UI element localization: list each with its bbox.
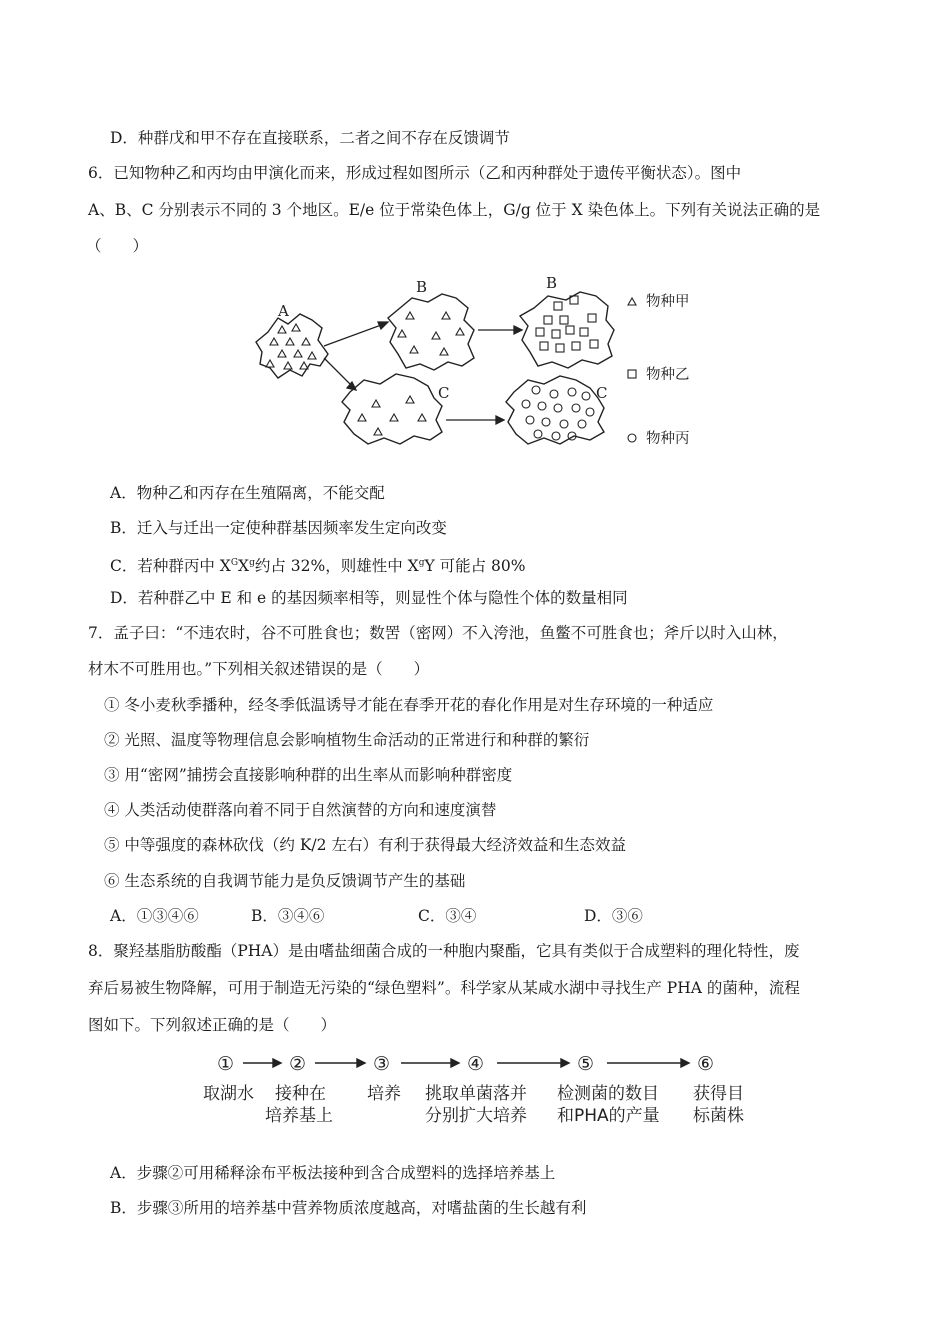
pha-flowchart	[195, 1046, 765, 1130]
q7-statement-3: ③ 用“密网”捕捞会直接影响种群的出生率从而影响种群密度	[104, 766, 513, 784]
q8-stem-line1: 8．聚羟基脂肪酸酯（PHA）是由嗜盐细菌合成的一种胞内聚酯，它具有类似于合成塑料的理化特性，废	[88, 942, 800, 960]
step-1-label: 取湖水	[203, 1084, 254, 1104]
q7-statement-1: ① 冬小麦秋季播种，经冬季低温诱导才能在春季开花的春化作用是对生存环境的一种适应	[104, 696, 714, 714]
species-bing-markers	[522, 386, 594, 440]
q6-option-d: D．若种群乙中 E 和 e 的基因频率相等，则显性个体与隐性个体的数量相同	[110, 589, 628, 607]
label-region-c-2: C	[596, 384, 608, 402]
species-yi-markers	[536, 296, 598, 352]
step-1-number: ①	[217, 1053, 235, 1075]
arrow-a-to-b	[324, 324, 384, 346]
q7-stem-line2: 材木不可胜用也。”下列相关叙述错误的是（ ）	[88, 660, 430, 678]
q6-option-c-text-2: X	[238, 557, 250, 576]
q7-option-a: A．①③④⑥	[110, 907, 199, 925]
step-4-label-line2: 分别扩大培养	[425, 1106, 527, 1126]
step-3-label: 培养	[367, 1084, 401, 1104]
q6-option-c-text-3: 约占 32%，则雄性中 X	[254, 557, 419, 576]
q5-option-d: D．种群戊和甲不存在直接联系，二者之间不存在反馈调节	[110, 129, 510, 147]
step-3-number: ③	[373, 1053, 391, 1075]
q7-option-c: C．③④	[418, 907, 477, 925]
step-4-label-line1: 挑取单菌落并	[425, 1084, 527, 1104]
q7-stem-line1: 7．孟子曰：“不违农时，谷不可胜食也；数罟（密网）不入洿池，鱼鳖不可胜食也；斧斤以时入山林，	[88, 624, 788, 642]
q6-option-c	[110, 553, 526, 576]
q6-option-c-text-1: C．若种群丙中 X	[110, 557, 231, 576]
step-4-number: ④	[467, 1053, 485, 1075]
region-b-blob-2	[520, 292, 614, 368]
q8-option-b: B．步骤③所用的培养基中营养物质浓度越高，对嗜盐菌的生长越有利	[110, 1199, 587, 1217]
q6-stem-bracket: （ ）	[86, 237, 149, 255]
q7-statement-5: ⑤ 中等强度的森林砍伐（约 K/2 左右）有利于获得最大经济效益和生态效益	[104, 836, 626, 854]
q7-option-b: B．③④⑥	[251, 907, 325, 925]
q8-option-a: A．步骤②可用稀释涂布平板法接种到含合成塑料的选择培养基上	[110, 1164, 556, 1182]
step-5-label-line1: 检测菌的数目	[557, 1084, 659, 1104]
q7-statement-2: ② 光照、温度等物理信息会影响植物生命活动的正常进行和种群的繁衍	[104, 731, 590, 749]
speciation-diagram	[250, 268, 710, 468]
legend-circle-icon	[628, 434, 636, 442]
q6-option-b: B．迁入与迁出一定使种群基因频率发生定向改变	[110, 519, 447, 537]
q6-option-a: A．物种乙和丙存在生殖隔离，不能交配	[110, 484, 385, 502]
label-region-b-1: B	[416, 278, 428, 296]
step-6-label-line2: 标菌株	[693, 1106, 744, 1126]
q6-stem-line1: 6．已知物种乙和丙均由甲演化而来，形成过程如图所示（乙和丙种群处于遗传平衡状态）。图中	[88, 164, 742, 182]
label-region-b-2: B	[546, 274, 558, 292]
legend-species-bing: 物种丙	[646, 431, 690, 447]
step-2-label-line2: 培养基上	[265, 1106, 333, 1126]
region-c-blob-1	[342, 374, 442, 444]
q6-option-c-sup-3: g	[418, 558, 425, 568]
q6-option-c-sup-1: G	[230, 558, 239, 568]
species-jia-markers-b	[398, 312, 464, 355]
label-region-a: A	[278, 302, 289, 320]
arrow-a-to-c	[324, 358, 352, 386]
q6-stem-line2: A、B、C 分别表示不同的 3 个地区。E/e 位于常染色体上，G/g 位于 X 染色体上。下列有关说法正确的是	[88, 201, 821, 219]
step-5-label-line2: 和PHA的产量	[557, 1106, 660, 1126]
step-5-number: ⑤	[577, 1053, 595, 1075]
q6-option-c-text-4: Y 可能占 80%	[424, 557, 526, 576]
q7-statement-4: ④ 人类活动使群落向着不同于自然演替的方向和速度演替	[104, 801, 497, 819]
q7-option-d: D．③⑥	[584, 907, 643, 925]
label-region-c-1: C	[438, 384, 450, 402]
q8-stem-line2: 弃后易被生物降解，可用于制造无污染的“绿色塑料”。科学家从某咸水湖中寻找生产 PHA 的菌种，流程	[88, 979, 800, 997]
legend-square-icon	[628, 370, 636, 378]
legend-triangle-icon	[628, 298, 636, 305]
step-2-label-line1: 接种在	[275, 1084, 326, 1104]
legend-species-jia: 物种甲	[646, 294, 690, 310]
species-jia-markers-a	[266, 324, 316, 369]
legend-species-yi: 物种乙	[646, 367, 690, 383]
q7-statement-6: ⑥ 生态系统的自我调节能力是负反馈调节产生的基础	[104, 872, 466, 890]
species-jia-markers-c	[358, 396, 426, 435]
step-6-label-line1: 获得目	[693, 1084, 744, 1104]
step-6-number: ⑥	[697, 1053, 715, 1075]
q6-option-c-sup-2: g	[249, 558, 255, 568]
q8-stem-line3: 图如下。下列叙述正确的是（ ）	[88, 1016, 337, 1034]
step-2-number: ②	[289, 1053, 307, 1075]
